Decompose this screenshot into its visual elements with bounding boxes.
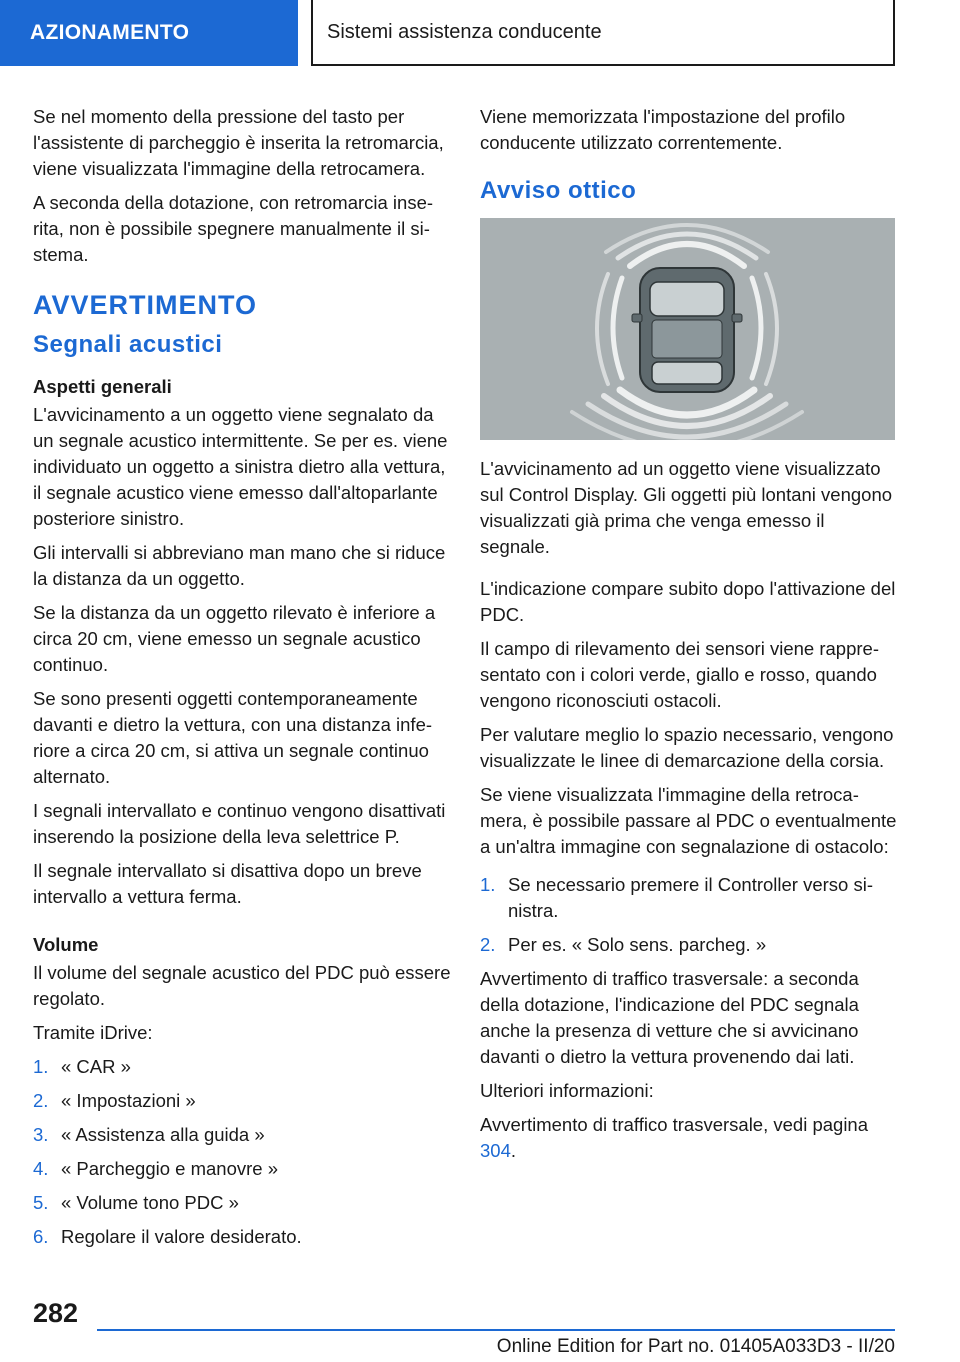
paragraph: I segnali intervallato e continuo vengono disattivati inserendo la posizione della leva selettrice P. [33, 800, 446, 847]
footer-edition: Online Edition for Part no. 01405A033D3 - II/20 [496, 1336, 895, 1357]
list-item [33, 1156, 451, 1182]
step-text: « Impostazioni » [61, 1090, 196, 1111]
paragraph: A seconda della dotazione, con retromarcia inserita, non è possibile spegnere manualmente il sistema. [33, 192, 434, 265]
paragraph: Il volume del segnale acustico del PDC può essere regolato. [33, 962, 451, 1009]
step-number: 3. [33, 1124, 49, 1145]
paragraph: L'avvicinamento a un oggetto viene segnalato da un segnale acustico intermittente. Se per es. viene individuato un oggetto a sinistra dietro alla vettura, il segnale acustico viene emesso dall'altoparlante posteriore sinistro. [33, 404, 448, 529]
paragraph: Ulteriori informazioni: [480, 1080, 654, 1101]
left-column [33, 104, 451, 1258]
subheading-volume: Volume [33, 934, 99, 955]
paragraph: Il campo di rilevamento dei sensori viene rappresentato con i colori verde, giallo e rosso, quando vengono riconosciuti ostacoli. [480, 638, 879, 711]
pdc-display-illustration [480, 218, 895, 440]
paragraph [480, 1112, 898, 1164]
section-heading-visual: Avviso ottico [480, 177, 637, 204]
paragraph: Se viene visualizzata l'immagine della retrocamera, è possibile passare al PDC o eventualmente a un'altra immagine con segnalazione di ostacolo: [480, 784, 897, 857]
step-number: 1. [33, 1056, 49, 1077]
list-item [480, 872, 898, 924]
paragraph: Gli intervalli si abbreviano man mano che si riduce la distanza da un oggetto. [33, 542, 446, 589]
idrive-steps-list [33, 1054, 451, 1250]
sentence-end: . [510, 1140, 517, 1161]
paragraph: Per valutare meglio lo spazio necessario, vengono visualizzate le linee di demarcazione della corsia. [480, 724, 894, 771]
list-item [33, 1088, 451, 1114]
paragraph: Tramite iDrive: [33, 1022, 153, 1043]
step-text: Per es. « Solo sens. parcheg. » [508, 934, 767, 955]
page-header [0, 0, 960, 66]
chapter-tab[interactable]: Sistemi assistenza conducente [311, 0, 895, 66]
cross-reference-text: Avvertimento di traffico trasversale, vedi pagina [480, 1114, 869, 1135]
paragraph: L'indicazione compare subito dopo l'attivazione del PDC. [480, 578, 896, 625]
step-number: 5. [33, 1192, 49, 1213]
list-item [33, 1054, 451, 1080]
section-tab[interactable]: AZIONAMENTO [0, 0, 298, 66]
step-number: 2. [480, 934, 496, 955]
pdc-steps-list [480, 872, 898, 958]
step-text: « Parcheggio e manovre » [61, 1158, 278, 1179]
list-item [33, 1190, 451, 1216]
page-reference-link[interactable]: 304 [480, 1140, 511, 1161]
paragraph: Avvertimento di traffico trasversale: a seconda della dotazione, l'indicazione del PDC segnala anche la presenza di vetture che si avvicinano davanti o dietro la vettura provenendo dai lati. [480, 968, 859, 1067]
list-item [480, 932, 898, 958]
paragraph: Se la distanza da un oggetto rilevato è inferiore a circa 20 cm, viene emesso un segnale acustico continuo. [33, 602, 436, 675]
list-item [33, 1122, 451, 1148]
step-text: Regolare il valore desiderato. [61, 1226, 302, 1247]
page-number: 282 [33, 1298, 79, 1328]
step-text: Se necessario premere il Controller verso sinistra. [508, 874, 874, 921]
section-heading-acoustic: Segnali acustici [33, 331, 223, 358]
paragraph: Se nel momento della pressione del tasto per l'assistente di parcheggio è inserita la retromarcia, viene visualizzata l'immagine della retrocamera. [33, 106, 444, 179]
car-sensor-icon [480, 218, 895, 440]
paragraph: Se sono presenti oggetti contemporaneamente davanti e dietro la vettura, con una distanza inferiore a circa 20 cm, si attiva un segnale continuo alternato. [33, 688, 433, 787]
right-column [480, 104, 898, 1172]
list-item [33, 1224, 451, 1250]
step-text: « CAR » [61, 1056, 131, 1077]
subheading-general: Aspetti generali [33, 376, 172, 397]
step-number: 6. [33, 1226, 49, 1247]
step-number: 2. [33, 1090, 49, 1111]
step-number: 4. [33, 1158, 49, 1179]
paragraph: L'avvicinamento ad un oggetto viene visualizzato sul Control Display. Gli oggetti più lontani vengono visualizzati già prima che venga emesso il segnale. [480, 458, 893, 557]
step-number: 1. [480, 874, 496, 895]
paragraph: Viene memorizzata l'impostazione del profilo conducente utilizzato correntemente. [480, 106, 846, 153]
paragraph: Il segnale intervallato si disattiva dopo un breve intervallo a vettura ferma. [33, 860, 422, 907]
step-text: « Volume tono PDC » [61, 1192, 239, 1213]
warning-heading: AVVERTIMENTO [33, 290, 258, 320]
step-text: « Assistenza alla guida » [61, 1124, 265, 1145]
footer-divider [97, 1329, 895, 1331]
